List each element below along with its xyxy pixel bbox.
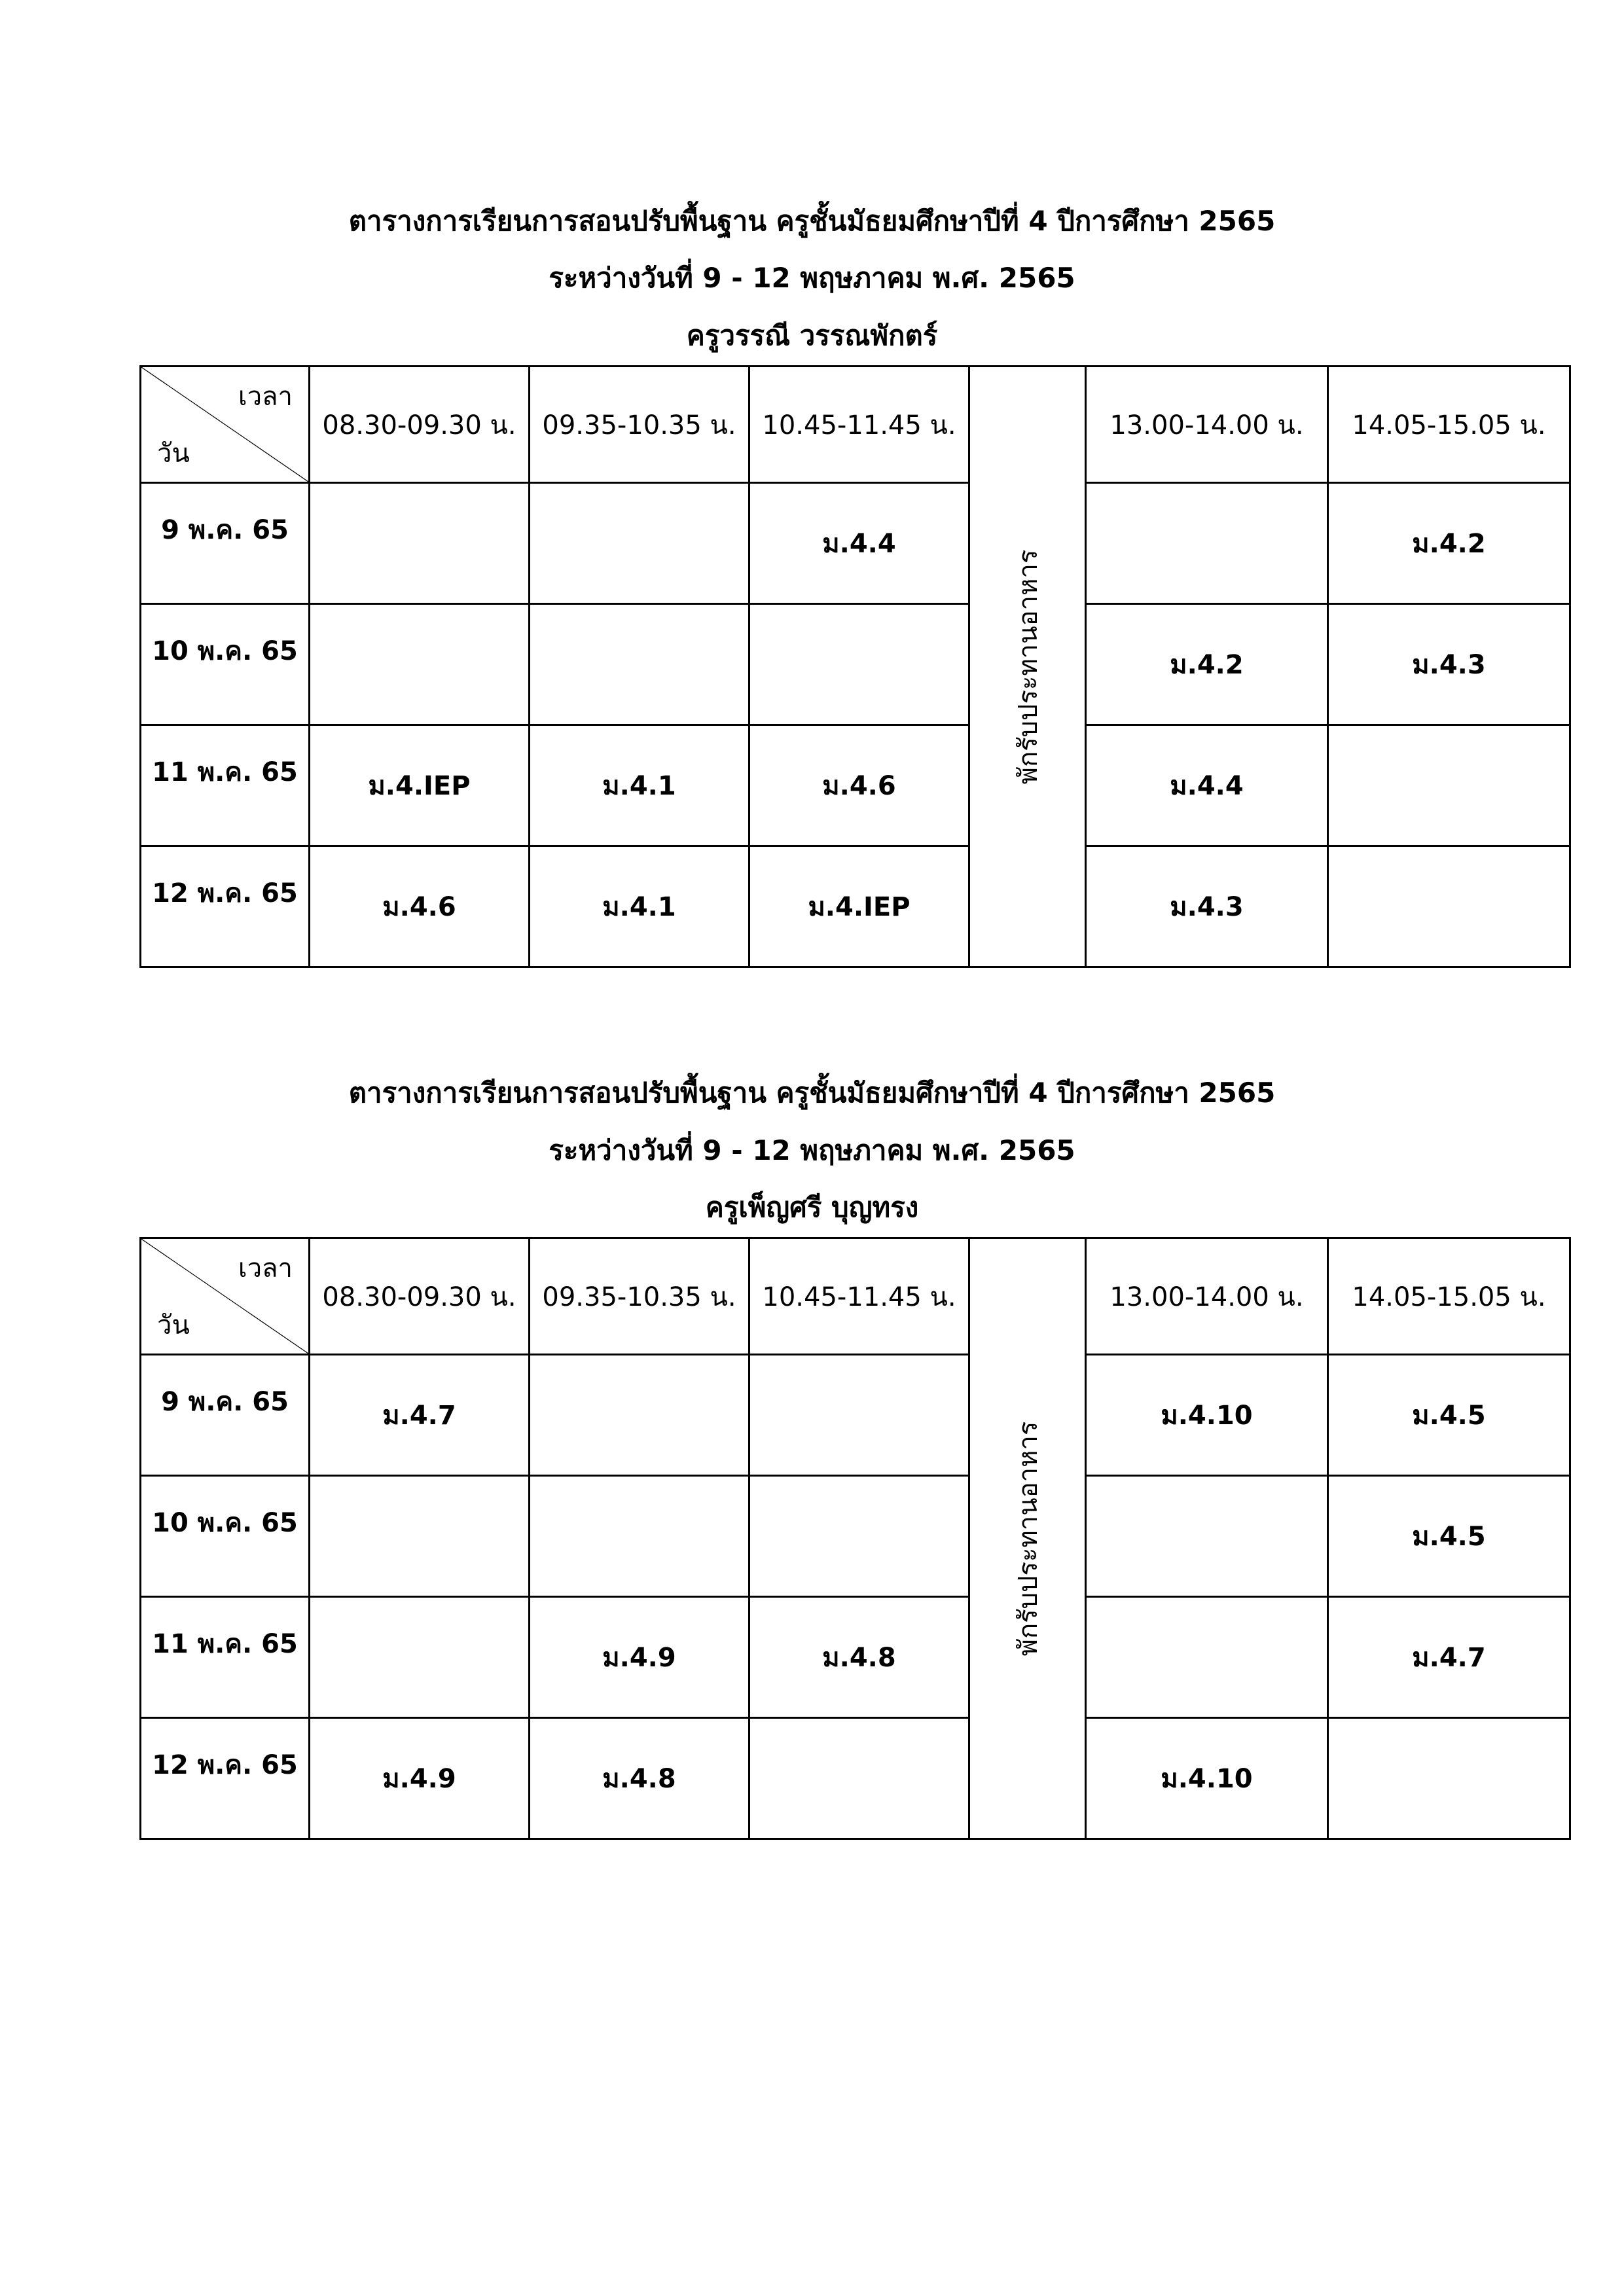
day-axis-label: วัน [157,439,190,469]
class-cell: ม.4.9 [310,1718,530,1839]
class-cell: ม.4.5 [1328,1476,1570,1597]
class-cell [530,1476,749,1597]
schedule-date-range: ระหว่างวันที่ 9 - 12 พฤษภาคม พ.ศ. 2565 [549,1134,1075,1166]
class-cell: ม.4.3 [1086,846,1328,967]
class-cell: ม.4.10 [1086,1355,1328,1476]
time-slot-header: 13.00-14.00 น. [1086,367,1328,483]
schedule-title: ตารางการเรียนการสอนปรับพื้นฐาน ครูชั้นมัธยมศึกษาปีที่ 4 ปีการศึกษา 2565 [348,1077,1276,1109]
lunch-break-cell [969,367,1086,967]
day-axis-label: วัน [157,1310,190,1340]
class-cell: ม.4.6 [310,846,530,967]
corner-header-cell [141,1238,310,1355]
class-cell [530,604,749,725]
class-cell: ม.4.IEP [310,725,530,846]
day-cell: 9 พ.ค. 65 [141,483,310,604]
schedule-table [139,365,1571,968]
day-cell: 12 พ.ค. 65 [141,846,310,967]
table-header-row [141,367,1570,483]
time-slot-header: 08.30-09.30 น. [310,367,530,483]
class-cell [310,604,530,725]
class-cell [310,1597,530,1718]
class-cell [749,1355,969,1476]
time-slot-header: 10.45-11.45 น. [749,367,969,483]
class-cell [749,1476,969,1597]
class-cell [310,1476,530,1597]
lunch-break-label: พักรับประทานอาหาร [1013,549,1043,784]
class-cell: ม.4.8 [749,1597,969,1718]
class-cell: ม.4.5 [1328,1355,1570,1476]
class-cell [1086,483,1328,604]
lunch-break-cell [969,1238,1086,1839]
time-axis-label: เวลา [238,382,293,412]
teacher-name: ครูวรรณี วรรณพักตร์ [686,319,938,351]
day-cell: 11 พ.ค. 65 [141,725,310,846]
class-cell [1328,725,1570,846]
class-cell [749,1718,969,1839]
table-row [141,1355,1570,1476]
table-header-row [141,1238,1570,1355]
class-cell: ม.4.3 [1328,604,1570,725]
time-slot-header: 14.05-15.05 น. [1328,1238,1570,1355]
class-cell: ม.4.6 [749,725,969,846]
time-slot-header: 09.35-10.35 น. [530,367,749,483]
schedule-title: ตารางการเรียนการสอนปรับพื้นฐาน ครูชั้นมัธยมศึกษาปีที่ 4 ปีการศึกษา 2565 [348,205,1276,237]
lunch-break-label: พักรับประทานอาหาร [1013,1421,1043,1656]
class-cell [310,483,530,604]
class-cell: ม.4.1 [530,725,749,846]
class-cell [530,483,749,604]
class-cell [1328,1718,1570,1839]
class-cell [1086,1597,1328,1718]
day-cell: 10 พ.ค. 65 [141,1476,310,1597]
class-cell [749,604,969,725]
day-cell: 12 พ.ค. 65 [141,1718,310,1839]
class-cell: ม.4.IEP [749,846,969,967]
class-cell: ม.4.7 [1328,1597,1570,1718]
corner-header-cell [141,367,310,483]
class-cell: ม.4.1 [530,846,749,967]
class-cell: ม.4.7 [310,1355,530,1476]
class-cell: ม.4.9 [530,1597,749,1718]
time-slot-header: 08.30-09.30 น. [310,1238,530,1355]
table-row [141,725,1570,846]
table-row [141,1476,1570,1597]
time-slot-header: 14.05-15.05 น. [1328,367,1570,483]
day-cell: 10 พ.ค. 65 [141,604,310,725]
teacher-name: ครูเพ็ญศรี บุญทรง [705,1191,919,1223]
table-row [141,604,1570,725]
table-row [141,483,1570,604]
class-cell [530,1355,749,1476]
time-slot-header: 09.35-10.35 น. [530,1238,749,1355]
class-cell: ม.4.2 [1328,483,1570,604]
time-axis-label: เวลา [238,1253,293,1283]
class-cell: ม.4.8 [530,1718,749,1839]
table-row [141,846,1570,967]
schedule-date-range: ระหว่างวันที่ 9 - 12 พฤษภาคม พ.ศ. 2565 [549,262,1075,294]
time-slot-header: 10.45-11.45 น. [749,1238,969,1355]
class-cell: ม.4.4 [1086,725,1328,846]
class-cell [1086,1476,1328,1597]
table-row [141,1597,1570,1718]
class-cell: ม.4.10 [1086,1718,1328,1839]
class-cell: ม.4.4 [749,483,969,604]
day-cell: 9 พ.ค. 65 [141,1355,310,1476]
class-cell: ม.4.2 [1086,604,1328,725]
table-row [141,1718,1570,1839]
day-cell: 11 พ.ค. 65 [141,1597,310,1718]
class-cell [1328,846,1570,967]
schedule-table [139,1237,1571,1840]
time-slot-header: 13.00-14.00 น. [1086,1238,1328,1355]
